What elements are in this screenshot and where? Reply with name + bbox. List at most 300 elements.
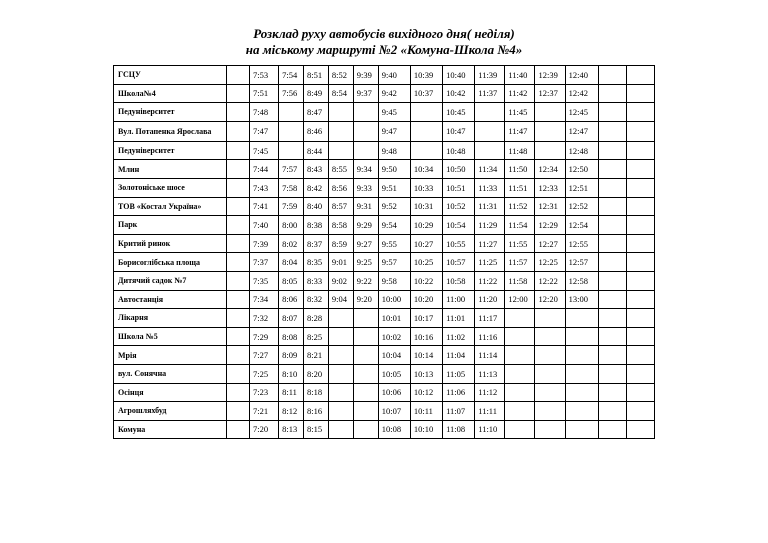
departure-time-cell <box>598 402 626 421</box>
departure-time-cell: 7:48 <box>250 103 279 122</box>
departure-time-cell: 7:47 <box>250 121 279 141</box>
departure-time-cell: 8:47 <box>303 103 328 122</box>
departure-time-cell: 10:55 <box>443 234 475 253</box>
stop-name-cell: Автостанція <box>114 290 227 309</box>
departure-time-cell: 8:46 <box>303 121 328 141</box>
departure-time-cell: 10:57 <box>443 253 475 272</box>
departure-time-cell: 7:54 <box>279 66 304 85</box>
departure-time-cell: 8:44 <box>303 141 328 160</box>
departure-time-cell: 9:42 <box>378 84 410 103</box>
departure-time-cell: 11:01 <box>443 309 475 328</box>
departure-time-cell: 10:31 <box>410 197 442 216</box>
departure-time-cell: 10:58 <box>443 271 475 290</box>
departure-time-cell: 10:13 <box>410 364 442 383</box>
departure-time-cell <box>505 327 535 346</box>
departure-time-cell <box>227 327 250 346</box>
departure-time-cell <box>475 103 505 122</box>
departure-time-cell <box>353 346 378 365</box>
departure-time-cell <box>227 66 250 85</box>
departure-time-cell <box>505 383 535 402</box>
departure-time-cell <box>227 216 250 235</box>
departure-time-cell <box>626 402 654 421</box>
departure-time-cell <box>505 364 535 383</box>
departure-time-cell: 10:05 <box>378 364 410 383</box>
departure-time-cell: 10:54 <box>443 216 475 235</box>
departure-time-cell <box>535 420 565 439</box>
departure-time-cell: 9:50 <box>378 160 410 179</box>
table-row <box>114 271 655 290</box>
table-row <box>114 121 655 141</box>
departure-time-cell: 7:57 <box>279 160 304 179</box>
departure-time-cell: 7:44 <box>250 160 279 179</box>
departure-time-cell <box>598 141 626 160</box>
departure-time-cell <box>598 197 626 216</box>
departure-time-cell: 8:25 <box>303 327 328 346</box>
departure-time-cell <box>626 141 654 160</box>
departure-time-cell: 7:45 <box>250 141 279 160</box>
departure-time-cell <box>626 420 654 439</box>
departure-time-cell: 12:31 <box>535 197 565 216</box>
departure-time-cell: 9:48 <box>378 141 410 160</box>
departure-time-cell: 10:52 <box>443 197 475 216</box>
departure-time-cell <box>598 84 626 103</box>
departure-time-cell: 9:57 <box>378 253 410 272</box>
stop-name-cell: вул. Сонячна <box>114 364 227 383</box>
departure-time-cell <box>353 103 378 122</box>
departure-time-cell: 11:00 <box>443 290 475 309</box>
departure-time-cell: 7:32 <box>250 309 279 328</box>
departure-time-cell: 8:52 <box>328 66 353 85</box>
table-row <box>114 290 655 309</box>
departure-time-cell <box>598 253 626 272</box>
schedule-title-line-1: Розклад руху автобусів вихідного дня( неділя) <box>253 26 515 41</box>
departure-time-cell: 10:20 <box>410 290 442 309</box>
departure-time-cell: 9:25 <box>353 253 378 272</box>
departure-time-cell: 7:41 <box>250 197 279 216</box>
departure-time-cell: 11:34 <box>475 160 505 179</box>
departure-time-cell <box>353 327 378 346</box>
departure-time-cell: 8:10 <box>279 364 304 383</box>
departure-time-cell <box>505 309 535 328</box>
departure-time-cell: 11:17 <box>475 309 505 328</box>
departure-time-cell <box>328 309 353 328</box>
departure-time-cell <box>227 271 250 290</box>
departure-time-cell <box>227 383 250 402</box>
departure-time-cell <box>565 402 598 421</box>
departure-time-cell: 11:50 <box>505 160 535 179</box>
departure-time-cell: 8:54 <box>328 84 353 103</box>
departure-time-cell: 9:45 <box>378 103 410 122</box>
departure-time-cell: 8:06 <box>279 290 304 309</box>
departure-time-cell: 8:40 <box>303 197 328 216</box>
departure-time-cell: 10:22 <box>410 271 442 290</box>
departure-time-cell: 8:20 <box>303 364 328 383</box>
departure-time-cell <box>410 103 442 122</box>
departure-time-cell: 8:32 <box>303 290 328 309</box>
departure-time-cell <box>535 402 565 421</box>
departure-time-cell: 10:11 <box>410 402 442 421</box>
departure-time-cell <box>565 383 598 402</box>
departure-time-cell: 10:10 <box>410 420 442 439</box>
stop-name-cell: Школа№4 <box>114 84 227 103</box>
departure-time-cell <box>598 271 626 290</box>
departure-time-cell: 8:49 <box>303 84 328 103</box>
departure-time-cell: 8:15 <box>303 420 328 439</box>
departure-time-cell: 9:27 <box>353 234 378 253</box>
stop-name-cell: Золотоніське шосе <box>114 178 227 197</box>
departure-time-cell <box>227 364 250 383</box>
departure-time-cell: 11:16 <box>475 327 505 346</box>
departure-time-cell: 7:20 <box>250 420 279 439</box>
departure-time-cell: 7:29 <box>250 327 279 346</box>
departure-time-cell <box>598 103 626 122</box>
departure-time-cell <box>535 364 565 383</box>
departure-time-cell <box>227 253 250 272</box>
stop-name-cell: Комуна <box>114 420 227 439</box>
table-row <box>114 103 655 122</box>
departure-time-cell: 8:33 <box>303 271 328 290</box>
departure-time-cell <box>328 364 353 383</box>
departure-time-cell <box>598 216 626 235</box>
departure-time-cell: 8:04 <box>279 253 304 272</box>
departure-time-cell <box>598 290 626 309</box>
departure-time-cell <box>353 420 378 439</box>
departure-time-cell: 10:34 <box>410 160 442 179</box>
departure-time-cell: 8:08 <box>279 327 304 346</box>
departure-time-cell: 8:43 <box>303 160 328 179</box>
departure-time-cell: 10:27 <box>410 234 442 253</box>
departure-time-cell: 9:54 <box>378 216 410 235</box>
departure-time-cell: 8:58 <box>328 216 353 235</box>
departure-time-cell: 10:37 <box>410 84 442 103</box>
departure-time-cell: 7:35 <box>250 271 279 290</box>
departure-time-cell <box>626 253 654 272</box>
departure-time-cell <box>626 364 654 383</box>
departure-time-cell <box>598 346 626 365</box>
departure-time-cell: 11:57 <box>505 253 535 272</box>
departure-time-cell: 8:00 <box>279 216 304 235</box>
stop-name-cell: ТОВ «Костал Україна» <box>114 197 227 216</box>
departure-time-cell: 10:48 <box>443 141 475 160</box>
departure-time-cell: 8:55 <box>328 160 353 179</box>
departure-time-cell: 11:42 <box>505 84 535 103</box>
departure-time-cell: 10:51 <box>443 178 475 197</box>
table-row <box>114 197 655 216</box>
departure-time-cell: 9:39 <box>353 66 378 85</box>
departure-time-cell: 10:16 <box>410 327 442 346</box>
departure-time-cell <box>626 160 654 179</box>
departure-time-cell <box>535 346 565 365</box>
table-row <box>114 402 655 421</box>
departure-time-cell: 12:51 <box>565 178 598 197</box>
departure-time-cell <box>626 121 654 141</box>
table-row <box>114 383 655 402</box>
departure-time-cell: 7:34 <box>250 290 279 309</box>
table-row <box>114 178 655 197</box>
departure-time-cell: 12:47 <box>565 121 598 141</box>
departure-time-cell <box>227 141 250 160</box>
departure-time-cell: 7:56 <box>279 84 304 103</box>
departure-time-cell <box>626 327 654 346</box>
departure-time-cell: 7:58 <box>279 178 304 197</box>
departure-time-cell: 7:37 <box>250 253 279 272</box>
departure-time-cell: 12:45 <box>565 103 598 122</box>
departure-time-cell <box>626 309 654 328</box>
departure-time-cell: 11:45 <box>505 103 535 122</box>
departure-time-cell: 8:37 <box>303 234 328 253</box>
departure-time-cell: 11:52 <box>505 197 535 216</box>
departure-time-cell <box>279 103 304 122</box>
departure-time-cell: 11:27 <box>475 234 505 253</box>
departure-time-cell <box>475 141 505 160</box>
departure-time-cell: 12:25 <box>535 253 565 272</box>
departure-time-cell <box>227 290 250 309</box>
stop-name-cell: Борисоглібська площа <box>114 253 227 272</box>
departure-time-cell: 8:11 <box>279 383 304 402</box>
departure-time-cell <box>353 141 378 160</box>
departure-time-cell: 11:39 <box>475 66 505 85</box>
table-row <box>114 216 655 235</box>
stop-name-cell: Школа №5 <box>114 327 227 346</box>
stop-name-cell: Мрія <box>114 346 227 365</box>
departure-time-cell: 7:23 <box>250 383 279 402</box>
departure-time-cell: 11:10 <box>475 420 505 439</box>
departure-time-cell <box>328 103 353 122</box>
stop-name-cell: Парк <box>114 216 227 235</box>
departure-time-cell: 12:40 <box>565 66 598 85</box>
departure-time-cell <box>353 364 378 383</box>
stop-name-cell: Дитячий садок №7 <box>114 271 227 290</box>
table-row <box>114 84 655 103</box>
departure-time-cell <box>227 197 250 216</box>
stop-name-cell: Млин <box>114 160 227 179</box>
departure-time-cell <box>328 327 353 346</box>
table-row <box>114 141 655 160</box>
departure-time-cell <box>410 121 442 141</box>
departure-time-cell: 8:05 <box>279 271 304 290</box>
departure-time-cell: 10:17 <box>410 309 442 328</box>
departure-time-cell <box>626 271 654 290</box>
departure-time-cell <box>626 197 654 216</box>
departure-time-cell <box>535 383 565 402</box>
departure-time-cell: 8:07 <box>279 309 304 328</box>
departure-time-cell <box>598 66 626 85</box>
departure-time-cell <box>626 383 654 402</box>
departure-time-cell: 12:29 <box>535 216 565 235</box>
departure-time-cell: 7:39 <box>250 234 279 253</box>
departure-time-cell: 10:08 <box>378 420 410 439</box>
departure-time-cell <box>565 364 598 383</box>
departure-time-cell <box>227 420 250 439</box>
departure-time-cell: 7:25 <box>250 364 279 383</box>
departure-time-cell: 12:50 <box>565 160 598 179</box>
departure-time-cell <box>598 160 626 179</box>
departure-time-cell <box>565 346 598 365</box>
departure-time-cell <box>227 346 250 365</box>
departure-time-cell <box>328 121 353 141</box>
departure-time-cell <box>227 84 250 103</box>
departure-time-cell <box>227 160 250 179</box>
departure-time-cell: 11:29 <box>475 216 505 235</box>
departure-time-cell <box>565 327 598 346</box>
table-row <box>114 160 655 179</box>
departure-time-cell <box>598 364 626 383</box>
departure-time-cell <box>353 383 378 402</box>
departure-time-cell: 13:00 <box>565 290 598 309</box>
departure-time-cell <box>535 141 565 160</box>
departure-time-cell: 10:29 <box>410 216 442 235</box>
departure-time-cell: 11:14 <box>475 346 505 365</box>
departure-time-cell <box>353 309 378 328</box>
stop-name-cell: Критий ринок <box>114 234 227 253</box>
departure-time-cell: 10:07 <box>378 402 410 421</box>
departure-time-cell: 10:40 <box>443 66 475 85</box>
departure-time-cell <box>565 309 598 328</box>
table-row <box>114 309 655 328</box>
departure-time-cell: 8:02 <box>279 234 304 253</box>
departure-time-cell <box>279 121 304 141</box>
departure-time-cell <box>227 309 250 328</box>
departure-time-cell: 11:40 <box>505 66 535 85</box>
departure-time-cell: 11:12 <box>475 383 505 402</box>
departure-time-cell: 11:22 <box>475 271 505 290</box>
departure-time-cell: 12:58 <box>565 271 598 290</box>
departure-time-cell: 10:02 <box>378 327 410 346</box>
departure-time-cell <box>626 103 654 122</box>
stop-name-cell: ГСЦУ <box>114 66 227 85</box>
departure-time-cell: 9:55 <box>378 234 410 253</box>
departure-time-cell: 12:20 <box>535 290 565 309</box>
departure-time-cell <box>227 121 250 141</box>
departure-time-cell: 10:25 <box>410 253 442 272</box>
stop-name-cell: Вул. Потапенка Ярослава <box>114 121 227 141</box>
departure-time-cell <box>626 290 654 309</box>
stop-name-cell: Педуніверситет <box>114 141 227 160</box>
departure-time-cell <box>505 346 535 365</box>
departure-time-cell <box>598 121 626 141</box>
departure-time-cell <box>598 327 626 346</box>
departure-time-cell <box>227 234 250 253</box>
stop-name-cell: Осінця <box>114 383 227 402</box>
departure-time-cell: 11:47 <box>505 121 535 141</box>
departure-time-cell <box>227 103 250 122</box>
departure-time-cell <box>328 383 353 402</box>
departure-time-cell: 11:13 <box>475 364 505 383</box>
departure-time-cell: 12:00 <box>505 290 535 309</box>
departure-time-cell <box>279 141 304 160</box>
departure-time-cell: 11:25 <box>475 253 505 272</box>
departure-time-cell: 12:34 <box>535 160 565 179</box>
departure-time-cell: 7:43 <box>250 178 279 197</box>
departure-time-cell: 9:51 <box>378 178 410 197</box>
departure-time-cell <box>328 141 353 160</box>
departure-time-cell: 8:57 <box>328 197 353 216</box>
departure-time-cell: 11:07 <box>443 402 475 421</box>
table-row <box>114 327 655 346</box>
departure-time-cell: 8:09 <box>279 346 304 365</box>
departure-time-cell <box>410 141 442 160</box>
departure-time-cell <box>328 420 353 439</box>
table-row <box>114 346 655 365</box>
table-row <box>114 420 655 439</box>
departure-time-cell: 9:37 <box>353 84 378 103</box>
departure-time-cell: 11:31 <box>475 197 505 216</box>
departure-time-cell: 12:33 <box>535 178 565 197</box>
departure-time-cell: 10:04 <box>378 346 410 365</box>
departure-time-cell: 11:37 <box>475 84 505 103</box>
departure-time-cell: 8:35 <box>303 253 328 272</box>
departure-time-cell: 8:38 <box>303 216 328 235</box>
departure-time-cell: 7:40 <box>250 216 279 235</box>
table-row <box>114 66 655 85</box>
departure-time-cell: 11:55 <box>505 234 535 253</box>
departure-time-cell: 11:05 <box>443 364 475 383</box>
departure-time-cell <box>626 216 654 235</box>
departure-time-cell <box>227 178 250 197</box>
departure-time-cell: 7:53 <box>250 66 279 85</box>
departure-time-cell: 10:45 <box>443 103 475 122</box>
table-row <box>114 234 655 253</box>
departure-time-cell: 11:51 <box>505 178 535 197</box>
departure-time-cell: 8:51 <box>303 66 328 85</box>
departure-time-cell: 10:42 <box>443 84 475 103</box>
departure-time-cell: 10:06 <box>378 383 410 402</box>
departure-time-cell: 10:39 <box>410 66 442 85</box>
departure-time-cell <box>535 103 565 122</box>
departure-time-cell <box>353 402 378 421</box>
departure-time-cell: 9:22 <box>353 271 378 290</box>
departure-time-cell: 11:33 <box>475 178 505 197</box>
schedule-title-line-2: на міському маршруті №2 «Комуна-Школа №4» <box>245 42 523 57</box>
departure-time-cell: 9:52 <box>378 197 410 216</box>
departure-time-cell: 8:21 <box>303 346 328 365</box>
departure-time-cell: 9:04 <box>328 290 353 309</box>
departure-time-cell: 11:20 <box>475 290 505 309</box>
departure-time-cell: 9:02 <box>328 271 353 290</box>
stop-name-cell: Педуніверситет <box>114 103 227 122</box>
departure-time-cell <box>565 420 598 439</box>
departure-time-cell: 8:42 <box>303 178 328 197</box>
departure-time-cell <box>626 346 654 365</box>
departure-time-cell: 11:02 <box>443 327 475 346</box>
departure-time-cell: 9:01 <box>328 253 353 272</box>
departure-time-cell: 12:55 <box>565 234 598 253</box>
departure-time-cell: 11:06 <box>443 383 475 402</box>
table-row <box>114 364 655 383</box>
departure-time-cell <box>626 66 654 85</box>
schedule-table-body <box>114 66 655 439</box>
departure-time-cell <box>626 178 654 197</box>
departure-time-cell: 12:37 <box>535 84 565 103</box>
departure-time-cell: 12:57 <box>565 253 598 272</box>
departure-time-cell <box>227 402 250 421</box>
departure-time-cell: 8:12 <box>279 402 304 421</box>
departure-time-cell <box>505 420 535 439</box>
departure-time-cell <box>475 121 505 141</box>
departure-time-cell: 11:58 <box>505 271 535 290</box>
departure-time-cell <box>598 383 626 402</box>
stop-name-cell: Лікарня <box>114 309 227 328</box>
stop-name-cell: Агрошляхбуд <box>114 402 227 421</box>
departure-time-cell <box>598 420 626 439</box>
departure-time-cell: 7:27 <box>250 346 279 365</box>
departure-time-cell: 11:48 <box>505 141 535 160</box>
departure-time-cell: 10:01 <box>378 309 410 328</box>
departure-time-cell: 11:11 <box>475 402 505 421</box>
departure-time-cell: 12:22 <box>535 271 565 290</box>
departure-time-cell: 12:48 <box>565 141 598 160</box>
departure-time-cell: 9:31 <box>353 197 378 216</box>
